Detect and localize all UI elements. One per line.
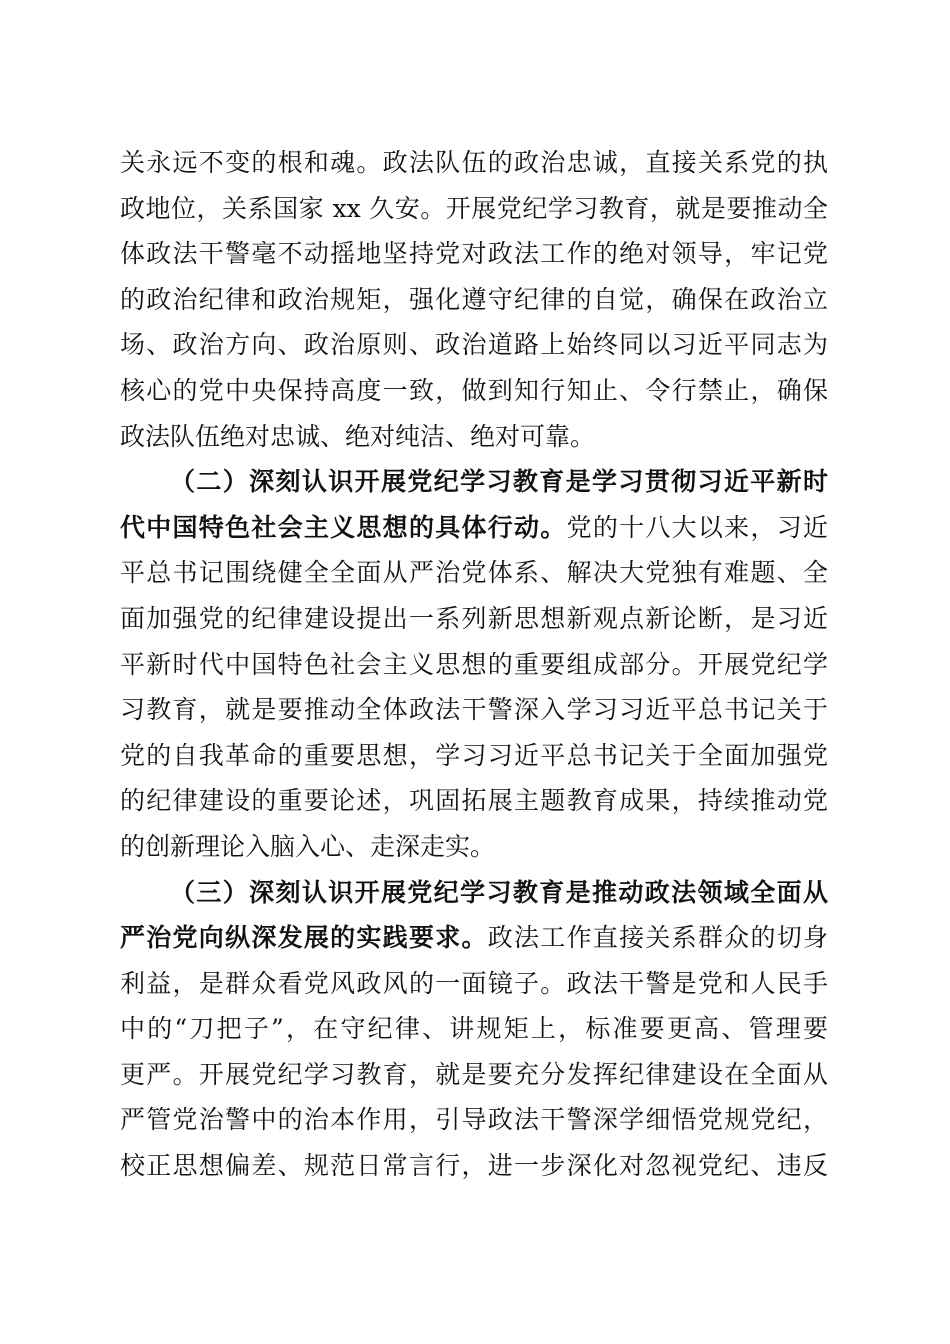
text-line: 校正思想偏差、规范日常言行，进一步深化对忽视党纪、违反: [120, 1151, 828, 1181]
section-heading-line: （二）深刻认识开展党纪学习教育是学习贯彻习近平新时: [170, 467, 828, 497]
text-line: 政地位，关系国家 xx 久安。开展党纪学习教育，就是要推动全: [120, 193, 828, 223]
text-line: 政法队伍绝对忠诚、绝对纯洁、绝对可靠。: [120, 421, 596, 451]
text-line: 核心的党中央保持高度一致，做到知行知止、令行禁止，确保: [120, 375, 828, 405]
paragraph-loyalty: [120, 140, 828, 459]
text-line: 严治党向纵深发展的实践要求。政法工作直接关系群众的切身: [120, 923, 828, 953]
text-line: 平新时代中国特色社会主义思想的重要组成部分。开展党纪学: [120, 649, 828, 679]
text-line: 党的自我革命的重要思想，学习习近平总书记关于全面加强党: [120, 740, 828, 770]
text-line: 面加强党的纪律建设提出一系列新思想新观点新论断，是习近: [120, 603, 828, 633]
text-line: 关永远不变的根和魂。政法队伍的政治忠诚，直接关系党的执: [120, 148, 828, 177]
text-line: 的纪律建设的重要论述，巩固拓展主题教育成果，持续推动党: [120, 786, 828, 816]
text-line: 体政法干警毫不动摇地坚持党对政法工作的绝对领导，牢记党: [120, 239, 828, 269]
text-line: 场、政治方向、政治原则、政治道路上始终同以习近平同志为: [120, 330, 828, 360]
text-line: 利益，是群众看党风政风的一面镜子。政法干警是党和人民手: [120, 968, 828, 998]
paragraph-section-three: [120, 870, 828, 1189]
document-body: [120, 140, 828, 1189]
section-heading-line: （三）深刻认识开展党纪学习教育是推动政法领域全面从: [170, 877, 828, 907]
text-line: 习教育，就是要推动全体政法干警深入学习习近平总书记关于: [120, 695, 828, 725]
paragraph-section-two: [120, 459, 828, 869]
text-line: 严管党治警中的治本作用，引导政法干警深学细悟党规党纪，: [120, 1105, 828, 1135]
text-line: 更严。开展党纪学习教育，就是要充分发挥纪律建设在全面从: [120, 1059, 828, 1089]
text-line: 的政治纪律和政治规矩，强化遵守纪律的自觉，确保在政治立: [120, 284, 828, 314]
text-line: 平总书记围绕健全全面从严治党体系、解决大党独有难题、全: [120, 558, 828, 588]
text-line: 的创新理论入脑入心、走深走实。: [120, 831, 496, 861]
text-line: 代中国特色社会主义思想的具体行动。党的十八大以来，习近: [120, 512, 828, 542]
text-line: 中的“刀把子”，在守纪律、讲规矩上，标准要更高、管理要: [120, 1014, 828, 1044]
